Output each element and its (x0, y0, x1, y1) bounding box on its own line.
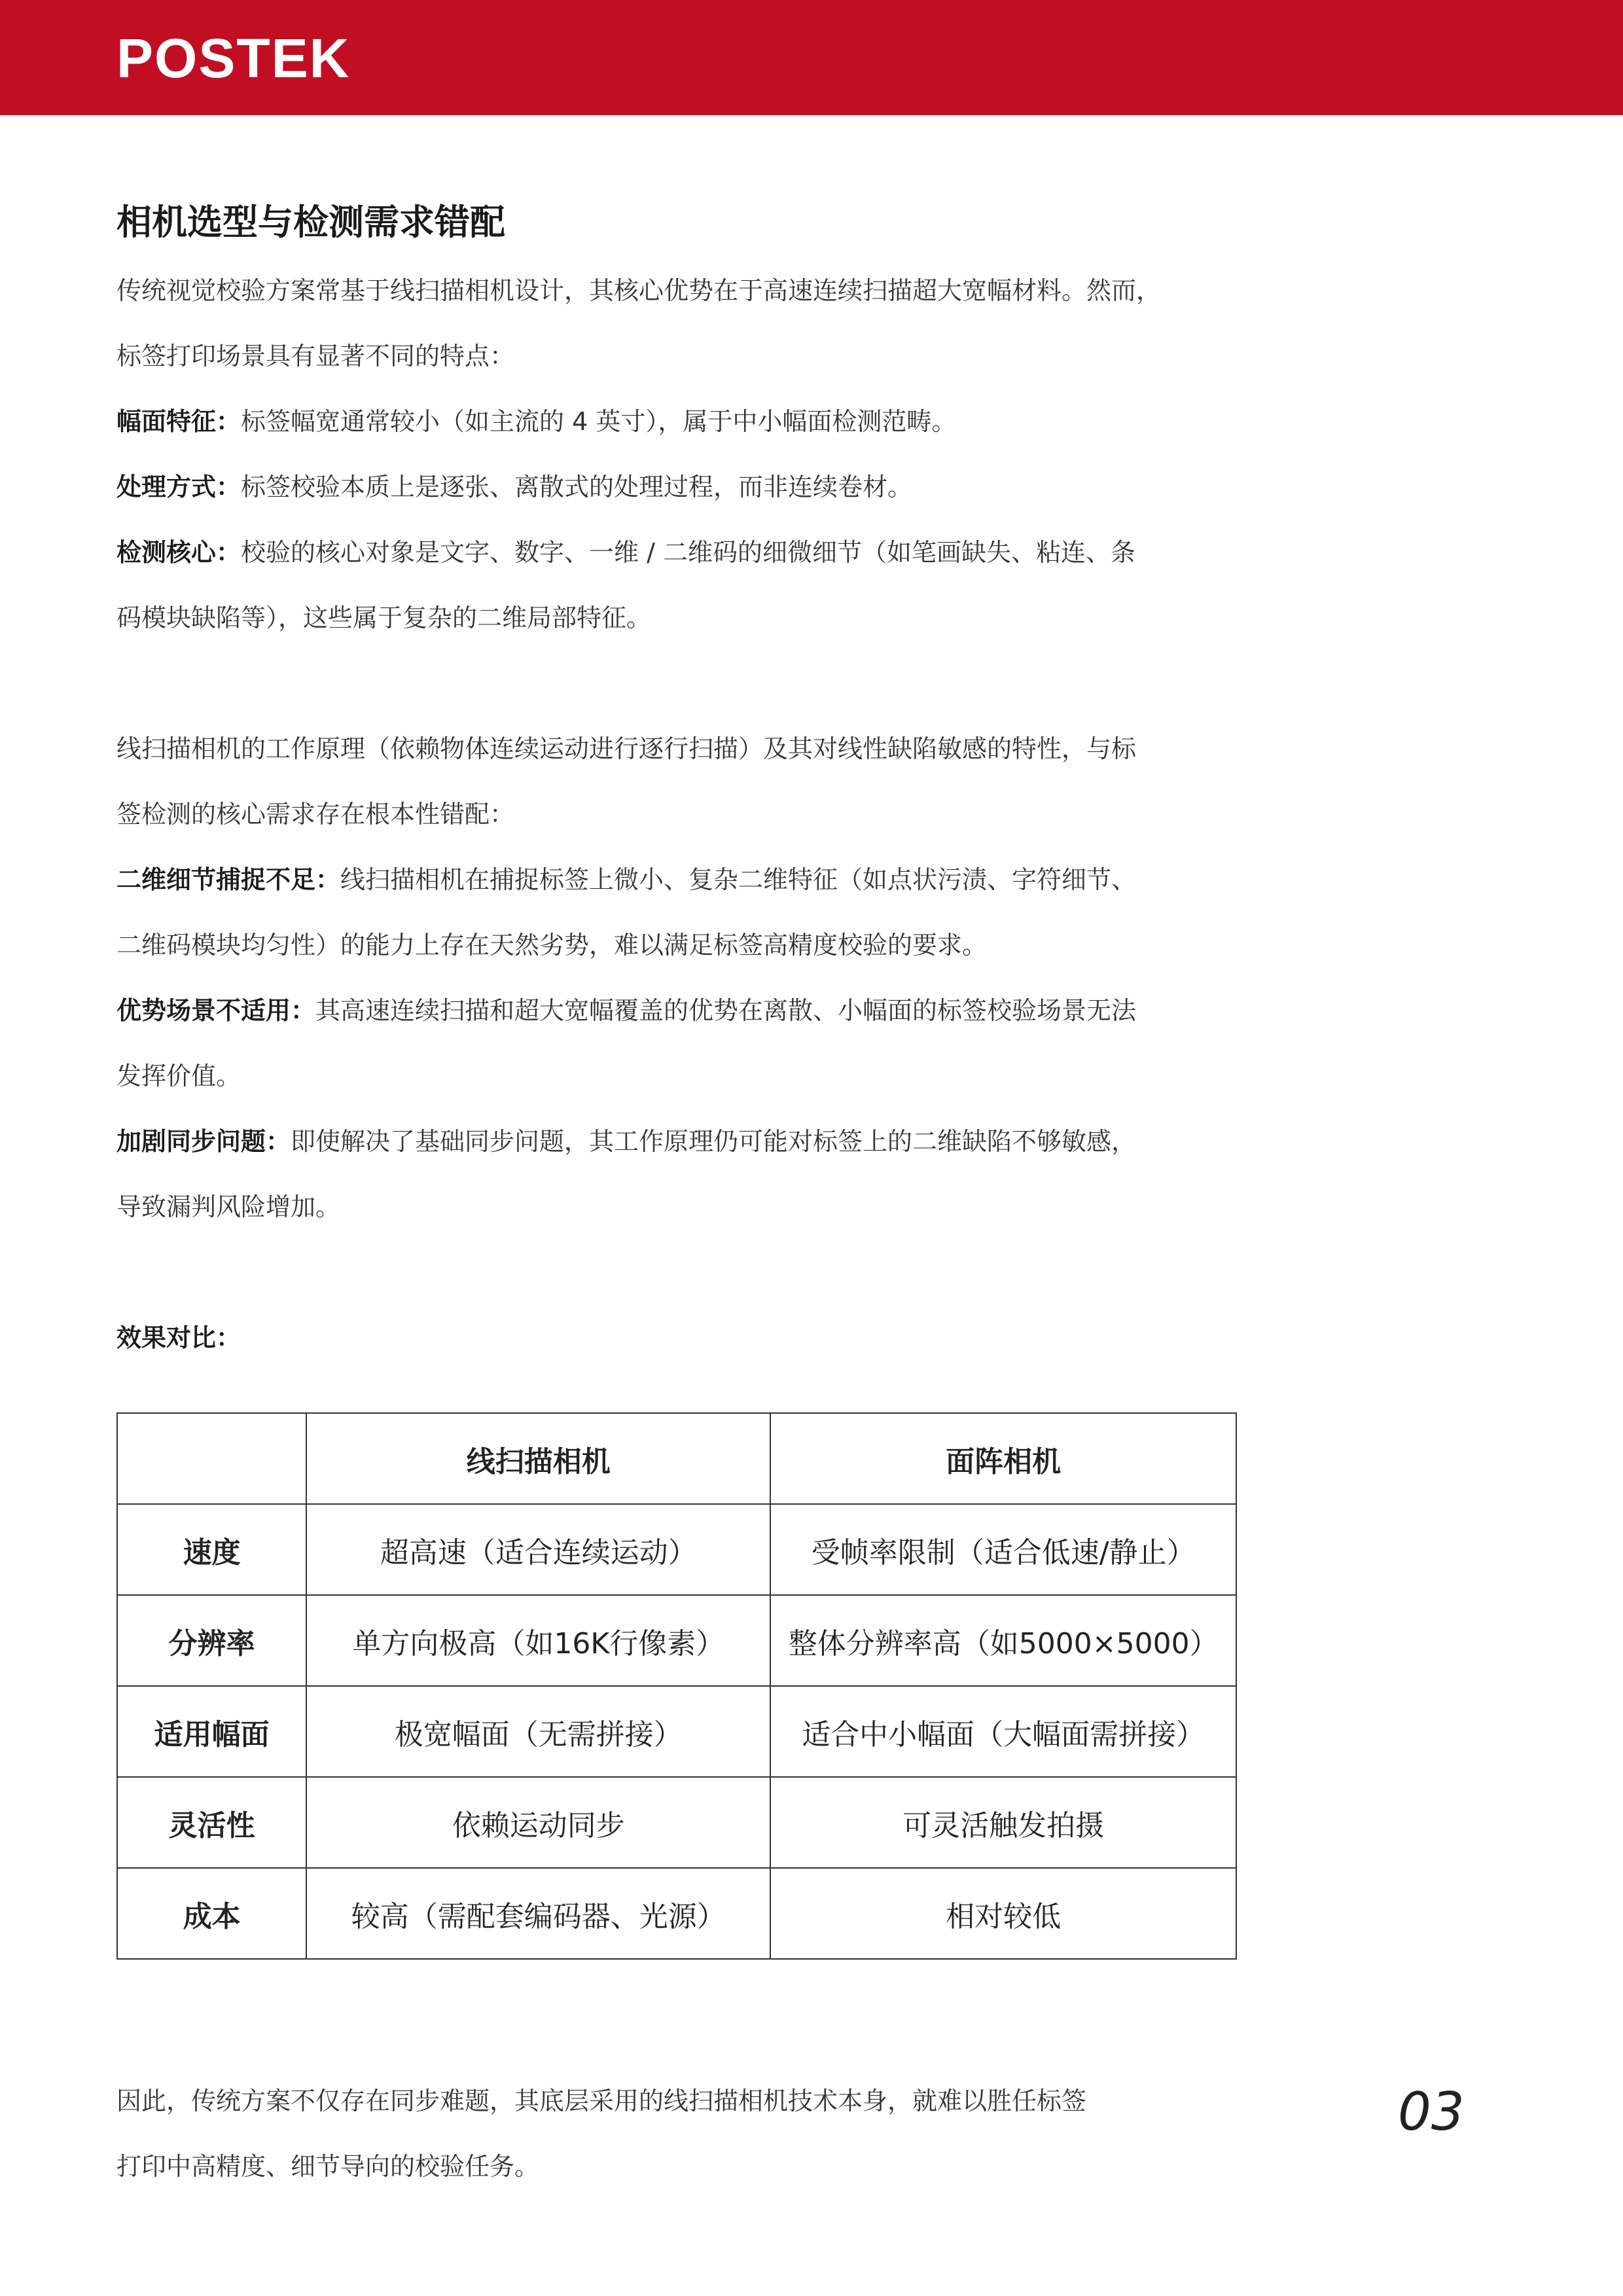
row-header: 成本 (117, 1868, 306, 1959)
header-bar (0, 0, 1623, 115)
spacer (116, 1240, 1242, 1305)
table-cell: 相对较低 (770, 1868, 1236, 1959)
row-header: 灵活性 (117, 1777, 306, 1868)
feature-size (116, 389, 1242, 454)
mismatch-intro-2: 签检测的核心需求存在根本性错配： (116, 800, 515, 829)
compare-label (116, 1305, 1242, 1371)
table-row (117, 1504, 1236, 1595)
feature-text: 标签幅宽通常较小（如主流的 4 英寸），属于中小幅面检测范畴。 (241, 407, 957, 436)
table-cell: 极宽幅面（无需拼接） (306, 1686, 770, 1777)
table-header-cell: 面阵相机 (770, 1413, 1236, 1504)
compare-label-text: 效果对比： (116, 1323, 241, 1352)
mismatch-text: 其高速连续扫描和超大宽幅覆盖的优势在离散、小幅面的标签校验场景无法 (315, 996, 1137, 1025)
feature-text: 校验的核心对象是文字、数字、一维 / 二维码的细微细节（如笔画缺失、粘连、条 (241, 538, 1135, 567)
row-header: 速度 (117, 1504, 306, 1595)
postek-logo: POSTEK (116, 27, 351, 89)
closing-line-1: 因此，传统方案不仅存在同步难题，其底层采用的线扫描相机技术本身，就难以胜任标签 (116, 2087, 1087, 2115)
table-cell: 依赖运动同步 (306, 1777, 770, 1868)
table-row (117, 1595, 1236, 1686)
mismatch-detail (116, 847, 1242, 912)
feature-text: 标签校验本质上是逐张、离散式的处理过程，而非连续卷材。 (241, 473, 913, 501)
intro-line-1: 传统视觉校验方案常基于线扫描相机设计，其核心优势在于高速连续扫描超大宽幅材料。然而， (116, 276, 1162, 305)
table-row (117, 1868, 1236, 1959)
feature-label: 幅面特征： (116, 407, 241, 436)
row-header: 分辨率 (117, 1595, 306, 1686)
spacer (116, 651, 1242, 716)
table-cell: 可灵活触发拍摄 (770, 1777, 1236, 1868)
closing-line-2: 打印中高精度、细节导向的校验任务。 (116, 2152, 540, 2181)
table-cell: 超高速（适合连续运动） (306, 1504, 770, 1595)
mismatch-intro-1: 线扫描相机的工作原理（依赖物体连续运动进行逐行扫描）及其对线性缺陷敏感的特性，与标 (116, 734, 1137, 763)
closing-paragraph (116, 2068, 1242, 2199)
table-row (117, 1777, 1236, 1868)
mismatch-label: 二维细节捕捉不足： (116, 865, 341, 894)
mismatch-advantage (116, 978, 1242, 1043)
comparison-table (116, 1412, 1237, 1960)
table-cell: 受帧率限制（适合低速/静止） (770, 1504, 1236, 1595)
mismatch-advantage-cont: 发挥价值。 (116, 1062, 241, 1090)
table-cell: 较高（需配套编码器、光源） (306, 1868, 770, 1959)
table-header-cell (117, 1413, 306, 1504)
table-cell: 单方向极高（如16K行像素） (306, 1595, 770, 1686)
table-header-cell: 线扫描相机 (306, 1413, 770, 1504)
section-title: 相机选型与检测需求错配 (116, 202, 505, 243)
table-cell: 整体分辨率高（如5000×5000） (770, 1595, 1236, 1686)
page-number: 03 (1398, 2081, 1465, 2142)
intro-line-2: 标签打印场景具有显著不同的特点： (116, 342, 515, 370)
feature-core-cont: 码模块缺陷等），这些属于复杂的二维局部特征。 (116, 603, 652, 632)
row-header: 适用幅面 (117, 1686, 306, 1777)
main-content (116, 196, 1242, 1371)
mismatch-label: 优势场景不适用： (116, 996, 316, 1025)
table-row (117, 1686, 1236, 1777)
mismatch-sync (116, 1109, 1242, 1174)
feature-label: 检测核心： (116, 538, 241, 567)
mismatch-text: 即使解决了基础同步问题，其工作原理仍可能对标签上的二维缺陷不够敏感， (291, 1127, 1137, 1156)
feature-core (116, 520, 1242, 585)
mismatch-label: 加剧同步问题： (116, 1127, 291, 1156)
mismatch-sync-cont: 导致漏判风险增加。 (116, 1193, 341, 1221)
mismatch-detail-cont: 二维码模块均匀性）的能力上存在天然劣势，难以满足标签高精度校验的要求。 (116, 931, 988, 960)
table-cell: 适合中小幅面（大幅面需拼接） (770, 1686, 1236, 1777)
table-header-row (117, 1413, 1236, 1504)
mismatch-text: 线扫描相机在捕捉标签上微小、复杂二维特征（如点状污渍、字符细节、 (340, 865, 1137, 894)
feature-label: 处理方式： (116, 473, 241, 501)
feature-process (116, 454, 1242, 520)
